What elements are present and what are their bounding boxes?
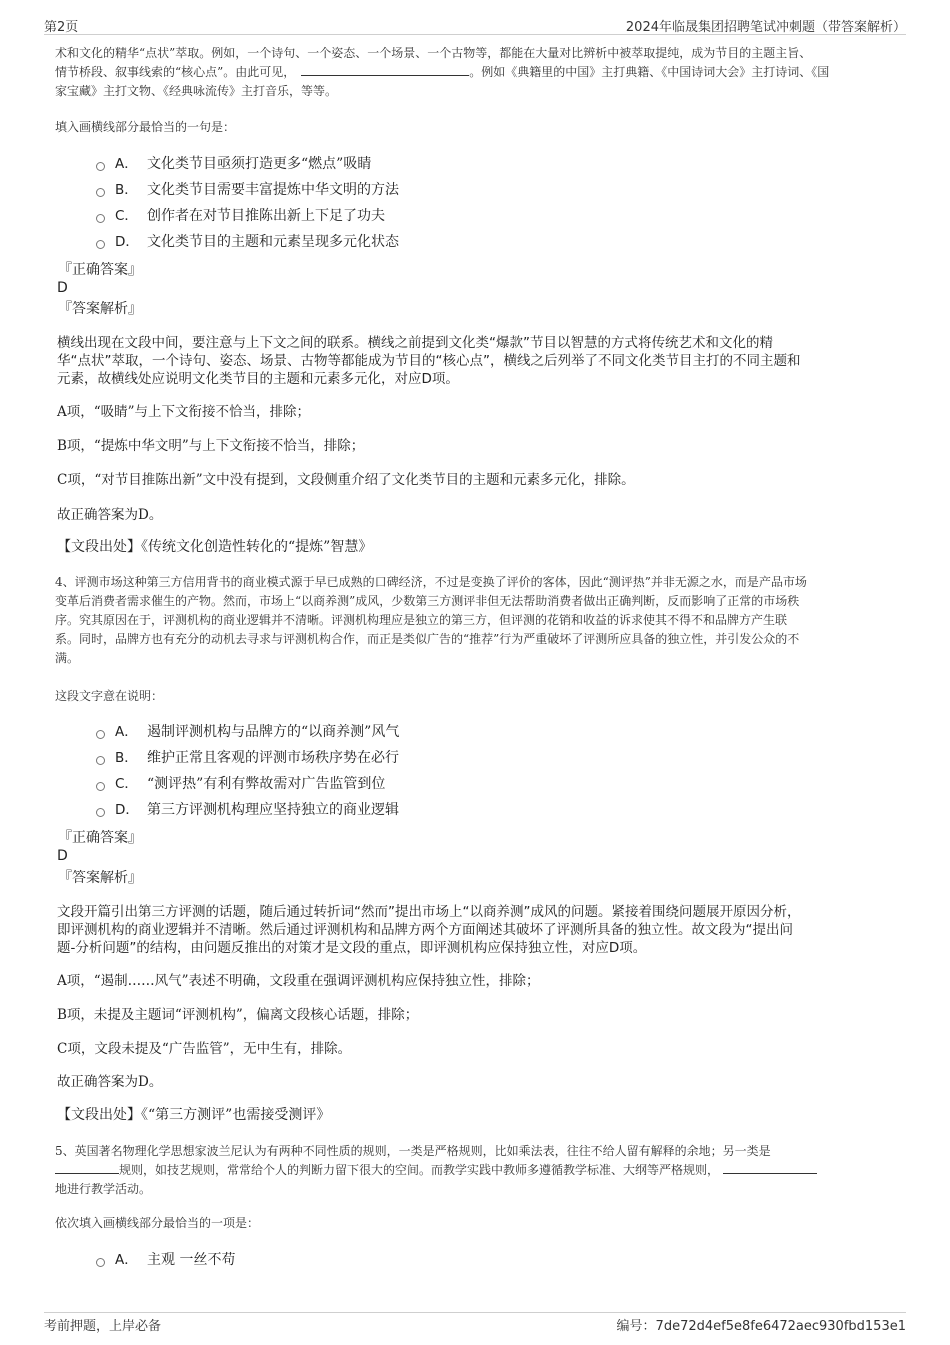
radio-icon[interactable] xyxy=(96,782,105,791)
page-number: 第2页 xyxy=(44,20,79,35)
q4-option-d[interactable]: D． 第三方评测机构理应坚持独立的商业逻辑 xyxy=(96,800,399,820)
q4-option-b[interactable]: B． 维护正常且客观的评测市场秩序势在必行 xyxy=(96,748,399,768)
analysis-line: 题-分析问题”的结构，由问题反推出的对策才是文段的重点，即评测机构应保持独立性，对应D项。 xyxy=(57,940,647,956)
q4-correct-value: D xyxy=(57,848,68,864)
q4-option-c[interactable]: C． “测评热”有利有弊故需对广告监管到位 xyxy=(96,774,385,794)
q4-prompt: 这段文字意在说明： xyxy=(55,689,164,703)
page-header xyxy=(44,14,906,35)
q3-passage-line: 术和文化的精华“点状”萃取。例如，一个诗句、一个姿态、一个场景、一个古物等，都能在大量对比辨析中被萃取提纯，成为节目的主题主旨、 xyxy=(55,46,812,60)
analysis-line: 横线出现在文段中间，要注意与上下文之间的联系。横线之前提到文化类“爆款”节目以智慧的方式将传统艺术和文化的精 xyxy=(57,335,773,351)
document-title: 2024年临晟集团招聘笔试冲刺题（带答案解析） xyxy=(625,20,906,35)
analysis-line: 即评测机构的商业逻辑并不清晰。然后通过评测机构和品牌方两个方面阐述其破坏了评测所具备的独立性。故文段为“提出问 xyxy=(57,922,793,938)
q3-conclusion: 故正确答案为D。 xyxy=(57,507,163,523)
q3-analysis-label: 『答案解析』 xyxy=(58,301,142,317)
q3-option-d[interactable]: D． 文化类节目的主题和元素呈现多元化状态 xyxy=(96,232,399,252)
q5-passage xyxy=(55,1142,893,1199)
q4-conclusion: 故正确答案为D。 xyxy=(57,1074,163,1090)
fill-blank[interactable] xyxy=(301,63,469,76)
q3-source: 【文段出处】《传统文化创造性转化的“提炼”智慧》 xyxy=(57,539,373,555)
radio-icon[interactable] xyxy=(96,188,105,197)
radio-icon[interactable] xyxy=(96,162,105,171)
q4-source: 【文段出处】《“第三方测评”也需接受测评》 xyxy=(57,1107,331,1123)
q5-passage-line: 5、英国著名物理化学思想家波兰尼认为有两种不同性质的规则，一类是严格规则，比如乘法表，往往不给人留有解释的余地；另一类是 xyxy=(55,1144,771,1158)
q3-prompt: 填入画横线部分最恰当的一句是： xyxy=(55,120,236,134)
q4-option-a[interactable]: A． 遏制评测机构与品牌方的“以商养测”风气 xyxy=(96,722,399,742)
fill-blank[interactable] xyxy=(723,1161,817,1174)
fill-blank[interactable] xyxy=(55,1161,119,1174)
footer-slogan: 考前押题，上岸必备 xyxy=(44,1319,162,1334)
q4-analysis xyxy=(57,903,895,957)
q3-passage-line: 情节桥段、叙事线索的“核心点”。由此可见， 。例如《典籍里的中国》主打典籍、《中国诗词大会》主打诗词、《国 xyxy=(55,65,830,79)
radio-icon[interactable] xyxy=(96,808,105,817)
radio-icon[interactable] xyxy=(96,214,105,223)
q4-elim-b: B项，未提及主题词“评测机构”，偏离文段核心话题，排除； xyxy=(57,1007,419,1023)
q3-passage xyxy=(55,44,893,101)
analysis-line: 元素，故横线处应说明文化类节目的主题和元素多元化，对应D项。 xyxy=(57,371,459,387)
q5-passage-line: 规则，如技艺规则，常常给个人的判断力留下很大的空间。而教学实践中教师多遵循教学标准、大纲等严格规则， xyxy=(55,1161,893,1180)
q4-elim-c: C项，文段未提及“广告监管”，无中生有，排除。 xyxy=(57,1041,352,1057)
q3-elim-a: A项，“吸睛”与上下文衔接不恰当，排除； xyxy=(57,404,311,420)
q3-correct-label: 『正确答案』 xyxy=(58,262,142,278)
q3-option-c[interactable]: C． 创作者在对节目推陈出新上下足了功夫 xyxy=(96,206,385,226)
q5-prompt: 依次填入画横线部分最恰当的一项是： xyxy=(55,1216,260,1230)
page-footer xyxy=(44,1312,906,1334)
q4-passage-line: 序。究其原因在于，评测机构的商业逻辑并不清晰。评测机构理应是独立的第三方，但评测的花销和收益的诉求使其不得不和品牌方产生联 xyxy=(55,613,788,627)
radio-icon[interactable] xyxy=(96,1258,105,1267)
q3-option-a[interactable]: A． 文化类节目亟须打造更多“燃点”吸睛 xyxy=(96,154,371,174)
radio-icon[interactable] xyxy=(96,730,105,739)
q3-correct-value: D xyxy=(57,280,68,296)
analysis-line: 华“点状”萃取，一个诗句、姿态、场景、古物等都能成为节目的“核心点”，横线之后列举了不同文化类节目主打的不同主题和 xyxy=(57,353,801,369)
q3-option-b[interactable]: B． 文化类节目需要丰富提炼中华文明的方法 xyxy=(96,180,399,200)
document-code: 编号：7de72d4ef5e8fe6472aec930fbd153e1 xyxy=(616,1319,906,1334)
q4-passage-line: 4、评测市场这种第三方信用背书的商业模式源于早已成熟的口碑经济，不过是变换了评价的客体，因此“测评热”并非无源之水，而是产品市场 xyxy=(55,575,807,589)
q4-passage-line: 系。同时，品牌方也有充分的动机去寻求与评测机构合作，而正是类似广告的“推荐”行为严重破坏了评测所应具备的独立性，并引发公众的不 xyxy=(55,632,800,646)
q3-elim-c: C项，“对节目推陈出新”文中没有提到，文段侧重介绍了文化类节目的主题和元素多元化，排除。 xyxy=(57,472,635,488)
q4-passage xyxy=(55,573,893,668)
q3-elim-b: B项，“提炼中华文明”与上下文衔接不恰当，排除； xyxy=(57,438,365,454)
q3-passage-line: 家宝藏》主打文物、《经典咏流传》主打音乐，等等。 xyxy=(55,84,338,98)
radio-icon[interactable] xyxy=(96,240,105,249)
analysis-line: 文段开篇引出第三方评测的话题，随后通过转折词“然而”提出市场上“以商养测”成风的问题。紧接着围绕问题展开原因分析， xyxy=(57,904,801,920)
q4-passage-line: 变革后消费者需求催生的产物。然而，市场上“以商养测”成风，少数第三方测评非但无法帮助消费者做出正确判断，反而影响了正常的市场秩 xyxy=(55,594,800,608)
q5-option-a[interactable]: A． 主观 一丝不苟 xyxy=(96,1250,235,1270)
q3-analysis xyxy=(57,334,895,388)
q4-analysis-label: 『答案解析』 xyxy=(58,870,142,886)
q4-passage-line: 满。 xyxy=(55,651,80,665)
q4-elim-a: A项，“遏制……风气”表述不明确，文段重在强调评测机构应保持独立性，排除； xyxy=(57,973,540,989)
q5-passage-line: 地进行教学活动。 xyxy=(55,1182,152,1196)
radio-icon[interactable] xyxy=(96,756,105,765)
q4-correct-label: 『正确答案』 xyxy=(58,830,142,846)
